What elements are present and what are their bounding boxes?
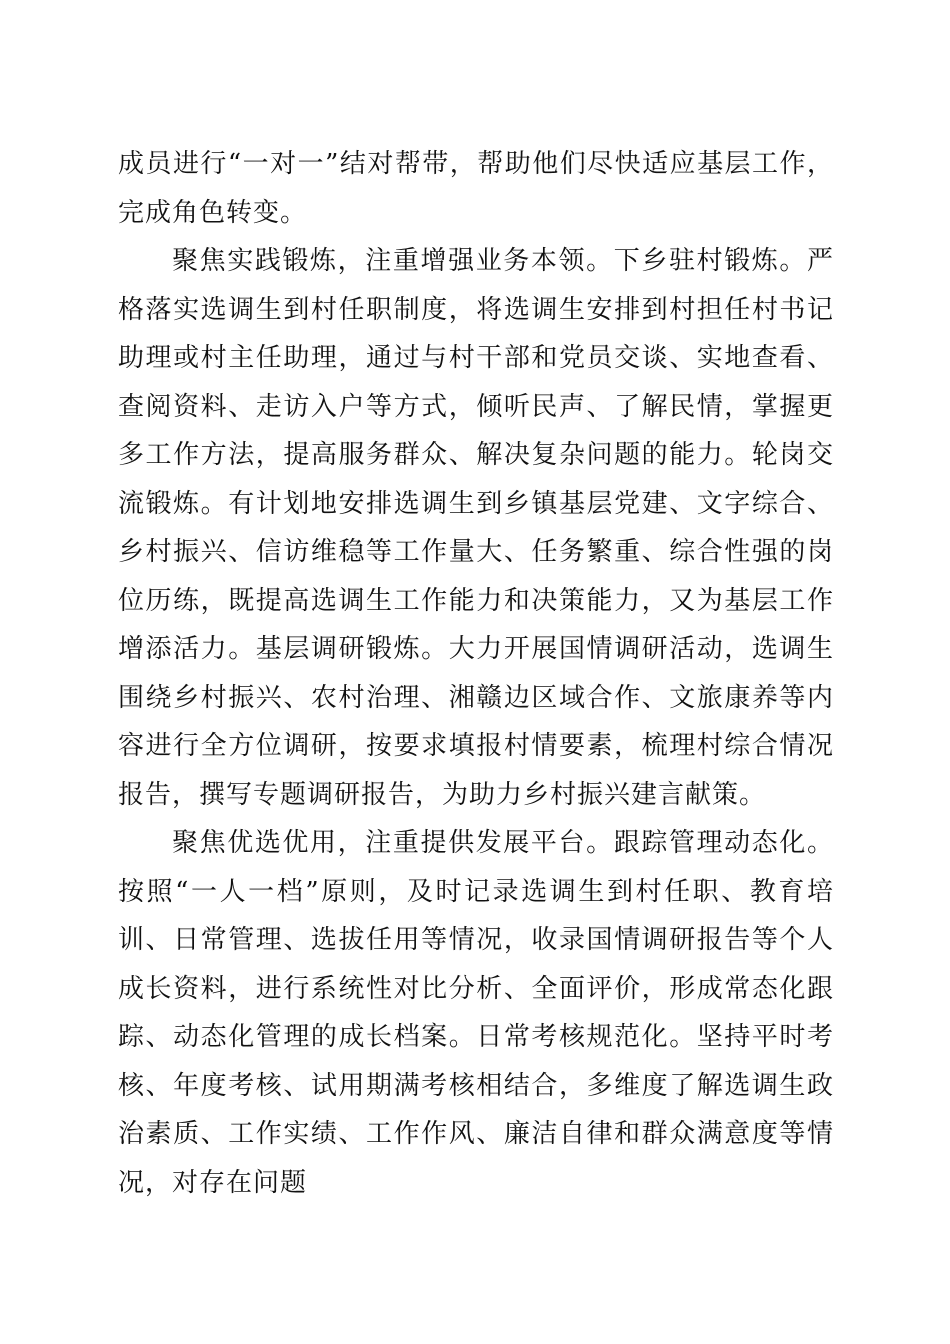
document-body xyxy=(118,140,834,1207)
paragraph-practice-training: 聚焦实践锻炼，注重增强业务本领。下乡驻村锻炼。严格落实选调生到村任职制度，将选调生安排到村担任村书记助理或村主任助理，通过与村干部和党员交谈、实地查看、查阅资料、走访入户等方式，倾听民声、了解民情，掌握更多工作方法，提高服务群众、解决复杂问题的能力。轮岗交流锻炼。有计划地安排选调生到乡镇基层党建、文字综合、乡村振兴、信访维稳等工作量大、任务繁重、综合性强的岗位历练，既提高选调生工作能力和决策能力，又为基层工作增添活力。基层调研锻炼。大力开展国情调研活动，选调生围绕乡村振兴、农村治理、湘赣边区域合作、文旅康养等内容进行全方位调研，按要求填报村情要素，梳理村综合情况报告，撰写专题调研报告，为助力乡村振兴建言献策。 xyxy=(118,246,834,810)
paragraph-continuation: 成员进行“一对一”结对帮带，帮助他们尽快适应基层工作，完成角色转变。 xyxy=(118,149,834,228)
paragraph-selection-use: 聚焦优选优用，注重提供发展平台。跟踪管理动态化。按照“一人一档”原则，及时记录选调生到村任职、教育培训、日常管理、选拔任用等情况，收录国情调研报告等个人成长资料，进行系统性对比分析、全面评价，形成常态化跟踪、动态化管理的成长档案。日常考核规范化。坚持平时考核、年度考核、试用期满考核相结合，多维度了解选调生政治素质、工作实绩、工作作风、廉洁自律和群众满意度等情况，对存在问题 xyxy=(118,828,834,1198)
